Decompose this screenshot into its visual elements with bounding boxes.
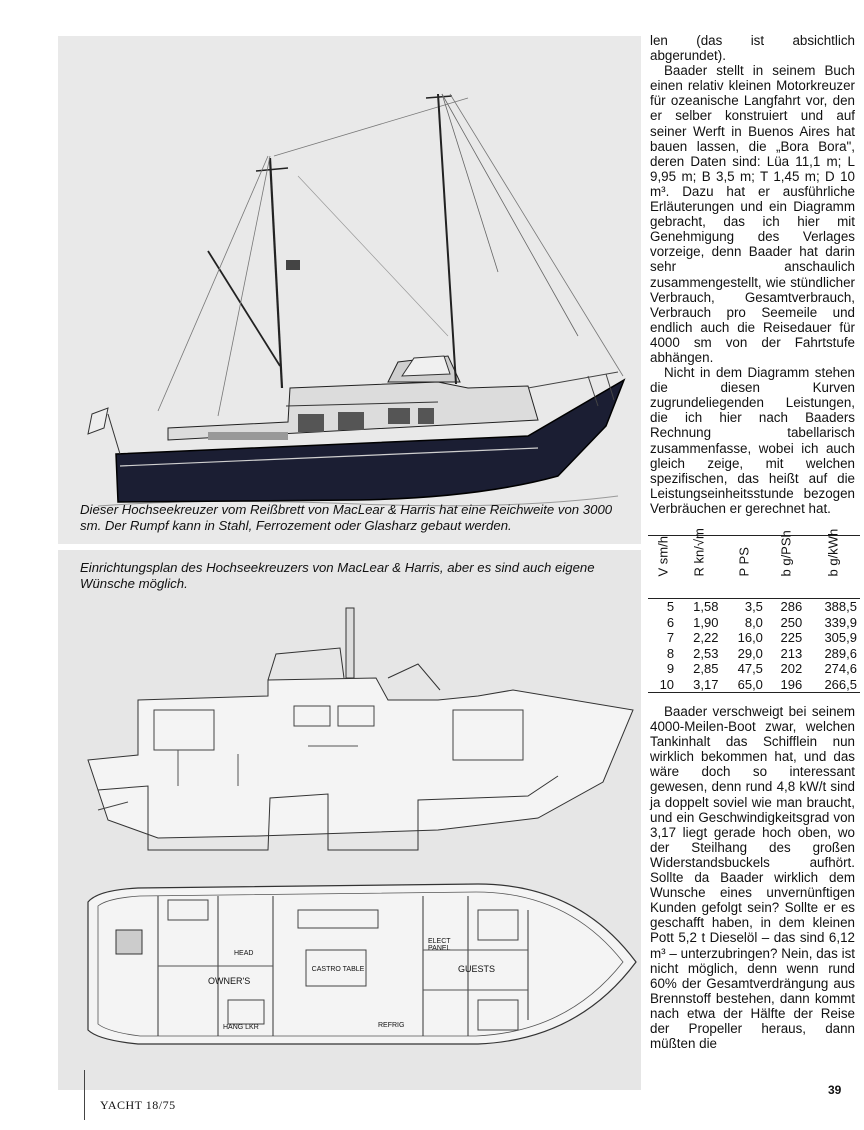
table-cell: 5 bbox=[666, 599, 675, 615]
table-cell: 2,85 bbox=[693, 661, 719, 677]
interior-plan-drawing bbox=[58, 550, 641, 1090]
margin-rule bbox=[84, 1070, 85, 1120]
boat-profile-drawing bbox=[58, 36, 641, 544]
table-cell: 202 bbox=[780, 661, 803, 677]
figure-caption-top: Dieser Hochseekreuzer vom Reißbrett von MacLear & Harris hat eine Reichweite von 3000 sm. Der Rumpf kann in Stahl, Ferrozement oder Glasharz gebaut werden. bbox=[80, 502, 613, 533]
table-cell: 388,5 bbox=[824, 599, 857, 615]
figure-caption-bottom: Einrichtungsplan des Hochseekreuzers von MacLear & Harris, aber es sind auch eigene Wünsche möglich. bbox=[80, 560, 595, 591]
table-row bbox=[648, 646, 860, 662]
table-cell: 196 bbox=[766, 677, 805, 693]
table-header-cell: V sm/h bbox=[648, 536, 677, 599]
table-cell: 10 bbox=[648, 677, 677, 693]
table-cell: 305,9 bbox=[824, 630, 857, 646]
table-cell: 7 bbox=[666, 630, 675, 646]
table-row bbox=[648, 615, 860, 631]
table-cell: 8,0 bbox=[744, 614, 763, 630]
table-cell: 266,5 bbox=[805, 677, 860, 693]
table-cell: 274,6 bbox=[824, 661, 857, 677]
paragraph: Nicht in dem Diagramm stehen die diesen Kurven zugrundeliegenden Leistungen, die ich hier nach Baaders Rechnung tabellarisch zusammenfasse, wobei ich auch gleich zeige, mit welchen spezifischen, das heißt auf die Leistungseinheitsstunde bezogen Verbräuchen er gerechnet hat. bbox=[650, 365, 855, 516]
plan-label-elect: ELECT PANEL bbox=[428, 938, 451, 952]
magazine-issue-footer: YACHT 18/75 bbox=[100, 1098, 176, 1112]
plan-label-owners: OWNER'S bbox=[208, 976, 251, 986]
plan-label-head: HEAD bbox=[234, 950, 254, 957]
table-header-row bbox=[648, 536, 860, 599]
table-row bbox=[648, 630, 860, 646]
paragraph: Baader stellt in seinem Buch einen relativ kleinen Motorkreuzer für ozeanische Langfahrt vor, den er selber konstruiert und auf seiner Werft in Buenos Aires hat bauen lassen, die „Bora Bora", deren Daten sind: Lüa 11,1 m; L 9,95 m; B 3,5 m; T 1,45 m; D 10 m³. Dazu hat er ausführliche Erläuterungen und ein Diagramm gebracht, das ich hier mit Genehmigung des Verlages vorzeige, denn Baader hat darin sehr anschaulich zusammengestellt, wie stündlicher Verbrauch, Gesamtverbrauch, Verbrauch pro Seemeile und endlich auch die Reisedauer für 4000 sm von der Fahrtstufe abhängen. bbox=[650, 63, 855, 365]
table-header-cell: R kn/√m bbox=[677, 536, 721, 599]
table-cell: 1,90 bbox=[693, 614, 719, 630]
table-header-cell: P PS bbox=[721, 536, 765, 599]
table-cell: 6 bbox=[666, 614, 675, 630]
interior-plan-figure bbox=[58, 550, 641, 1090]
paragraph: len (das ist absichtlich abgerundet). bbox=[650, 33, 855, 64]
boat-profile-figure bbox=[58, 36, 641, 544]
table-cell: 16,0 bbox=[737, 630, 763, 646]
table-cell: 47,5 bbox=[737, 661, 763, 677]
table-cell: 2,22 bbox=[693, 630, 719, 646]
table-cell: 289,6 bbox=[824, 645, 857, 661]
paragraph: Baader verschweigt bei seinem 4000-Meilen-Boot zwar, welchen Tankinhalt das Schifflein nun wirklich bekommen hat, und das wäre doch so interessant gewesen, denn rund 4,8 kW/t sind ja doppelt soviel wie man braucht, und ein Geschwindigkeitsgrad von 3,17 liegt gerade hoch oben, wo der Steilhang des großen Widerstandsbuckels aufhört. Sollte da Baader wirklich dem Wunsche eines unvernünftigen Kunden gefolgt sein? Sollte er es geschafft haben, in dem kleinen Pott 5,2 t Dieselöl – das sind 6,12 m³ – unterzubringen? Nein, das ist nicht möglich, denn wenn rund 60% der Gesamtverdrängung aus Brennstoff bestehen, dann kommt nach etwa der Hälfte der Reise der Propeller heraus, dann müßten die bbox=[650, 704, 855, 1052]
table-cell: 3,17 bbox=[677, 677, 721, 693]
table-row bbox=[648, 599, 860, 615]
page-number: 39 bbox=[828, 1083, 842, 1097]
article-text-column-bottom bbox=[650, 704, 855, 1051]
table-cell: 250 bbox=[780, 614, 803, 630]
table-cell: 1,58 bbox=[693, 599, 719, 615]
table-cell: 225 bbox=[780, 630, 803, 646]
table-row bbox=[648, 677, 860, 693]
table-row bbox=[648, 661, 860, 677]
table-cell: 9 bbox=[666, 661, 675, 677]
table-cell: 29,0 bbox=[737, 645, 763, 661]
plan-label-guests: GUESTS bbox=[458, 964, 496, 974]
table-cell: 8 bbox=[666, 645, 675, 661]
table-cell: 65,0 bbox=[721, 677, 765, 693]
table-cell: 286 bbox=[780, 599, 803, 615]
plan-label-castro: CASTRO TABLE bbox=[311, 966, 365, 973]
table-cell: 213 bbox=[780, 645, 803, 661]
plan-label-refrig: REFRIG bbox=[378, 1022, 405, 1029]
article-text-column-top bbox=[650, 33, 855, 516]
power-consumption-table bbox=[648, 528, 860, 693]
table-header-cell: b g/kWh bbox=[805, 536, 860, 599]
plan-label-hanging: HANG LKR bbox=[223, 1024, 259, 1031]
table-cell: 339,9 bbox=[824, 614, 857, 630]
table-cell: 2,53 bbox=[693, 645, 719, 661]
table-cell: 3,5 bbox=[744, 599, 763, 615]
table-header-cell: b g/PSh bbox=[766, 536, 805, 599]
